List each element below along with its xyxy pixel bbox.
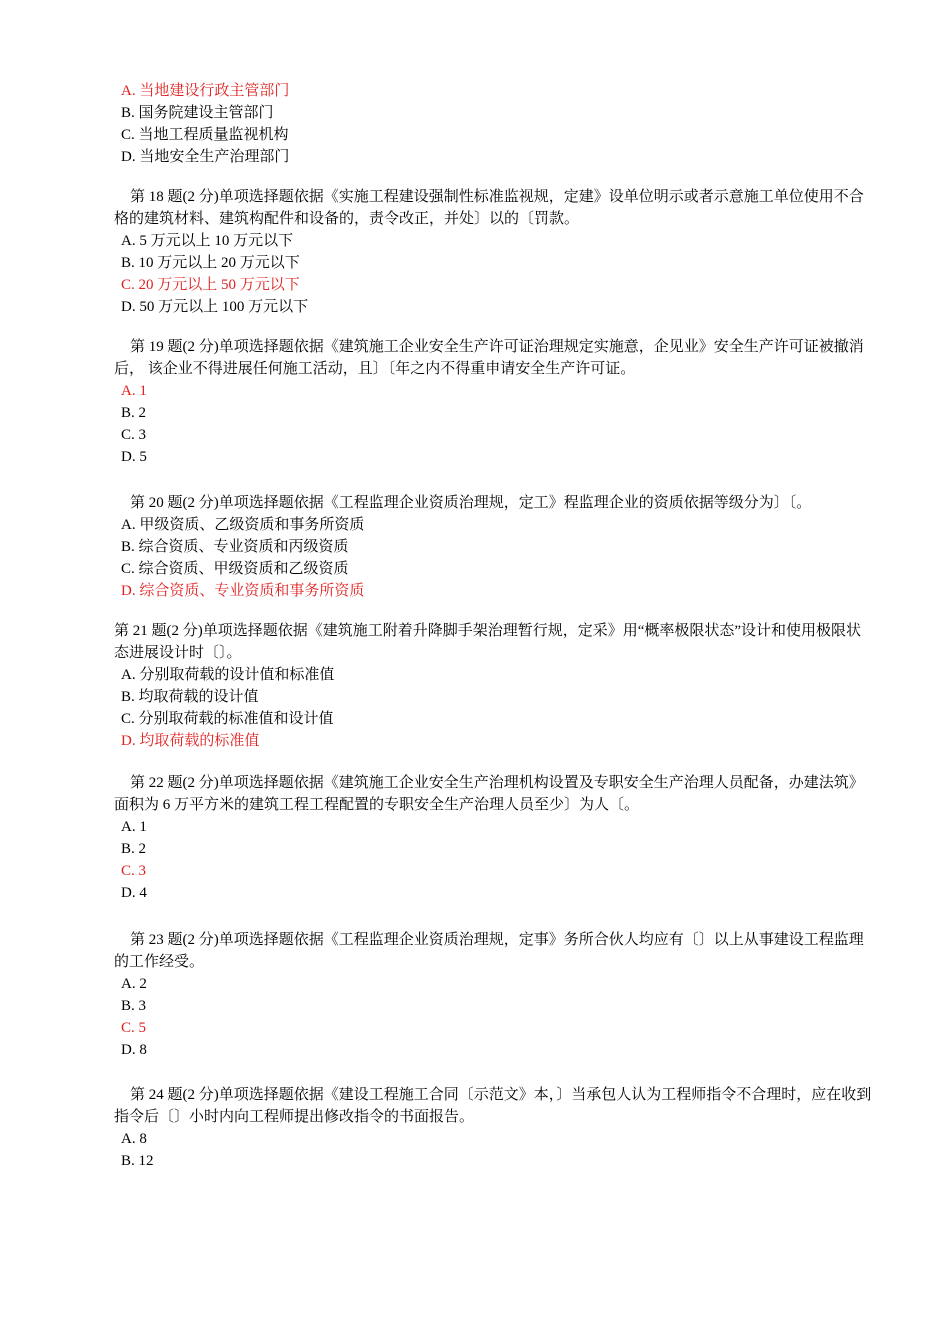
option-c: C. 20 万元以上 50 万元以下	[121, 277, 300, 293]
option-a: A. 2	[121, 976, 147, 992]
option-c: C. 3	[121, 427, 147, 443]
option-b: B. 12	[121, 1153, 154, 1169]
option-b: B. 综合资质、专业资质和丙级资质	[121, 539, 349, 555]
question-text: 第 20 题(2 分)单项选择题依据《工程监理企业资质治理规，定工》程监理企业的资质依据等级分为〕〔。	[130, 495, 812, 511]
option-c: C. 分别取荷载的标准值和设计值	[121, 711, 334, 727]
option-d: D. 均取荷载的标准值	[121, 733, 260, 749]
option-b: B. 国务院建设主管部门	[121, 105, 274, 121]
question-20	[114, 492, 874, 602]
option-a: A. 1	[121, 819, 147, 835]
option-c: C. 综合资质、甲级资质和乙级资质	[121, 561, 349, 577]
option-d: D. 5	[121, 449, 147, 465]
question-22	[114, 772, 874, 904]
option-b: B. 3	[121, 998, 147, 1014]
option-a: A. 当地建设行政主管部门	[121, 83, 290, 99]
option-c: C. 5	[121, 1020, 147, 1036]
option-d: D. 8	[121, 1042, 147, 1058]
question-text: 第 24 题(2 分)单项选择题依据《建设工程施工合同〔示范文》本，〕当承包人认为工程师指令不合理时，应在收到指令后〔〕小时内向工程师提出修改指令的书面报告。	[114, 1087, 872, 1125]
option-c: C. 3	[121, 863, 147, 879]
option-a: A. 8	[121, 1131, 147, 1147]
question-text: 第 23 题(2 分)单项选择题依据《工程监理企业资质治理规，定事》务所合伙人均应有〔〕以上从事建设工程监理的工作经受。	[114, 932, 864, 970]
question-text: 第 22 题(2 分)单项选择题依据《建筑施工企业安全生产治理机构设置及专职安全生产治理人员配备，办建法筑》面积为 6 万平方米的建筑工程工程配置的专职安全生产治理人员至少〕为人〔。	[114, 775, 864, 813]
prev-question-options	[114, 80, 874, 168]
option-a: A. 分别取荷载的设计值和标准值	[121, 667, 335, 683]
option-d: D. 当地安全生产治理部门	[121, 149, 290, 165]
option-c: C. 当地工程质量监视机构	[121, 127, 289, 143]
question-19	[114, 336, 874, 468]
option-a: A. 5 万元以上 10 万元以下	[121, 233, 294, 249]
question-24	[114, 1084, 874, 1172]
option-d: D. 综合资质、专业资质和事务所资质	[121, 583, 365, 599]
question-23	[114, 929, 874, 1061]
question-text: 第 19 题(2 分)单项选择题依据《建筑施工企业安全生产许可证治理规定实施意，企见业》安全生产许可证被撤消后， 该企业不得进展任何施工活动，且〕〔年之内不得重申请安全生产许可证。	[114, 339, 864, 377]
option-a: A. 1	[121, 383, 147, 399]
option-b: B. 10 万元以上 20 万元以下	[121, 255, 300, 271]
question-21	[114, 620, 874, 752]
option-d: D. 50 万元以上 100 万元以下	[121, 299, 309, 315]
question-18	[114, 186, 874, 318]
option-b: B. 2	[121, 405, 147, 421]
question-text: 第 18 题(2 分)单项选择题依据《实施工程建设强制性标准监视规，定建》设单位明示或者示意施工单位使用不合格的建筑材料、建筑构配件和设备的，责令改正，并处〕以的〔罚款。	[114, 189, 864, 227]
option-b: B. 均取荷载的设计值	[121, 689, 259, 705]
question-text: 第 21 题(2 分)单项选择题依据《建筑施工附着升降脚手架治理暂行规，定采》用“概率极限状态”设计和使用极限状态进展设计时〔〕。	[114, 623, 862, 661]
option-d: D. 4	[121, 885, 147, 901]
option-b: B. 2	[121, 841, 147, 857]
option-a: A. 甲级资质、乙级资质和事务所资质	[121, 517, 365, 533]
